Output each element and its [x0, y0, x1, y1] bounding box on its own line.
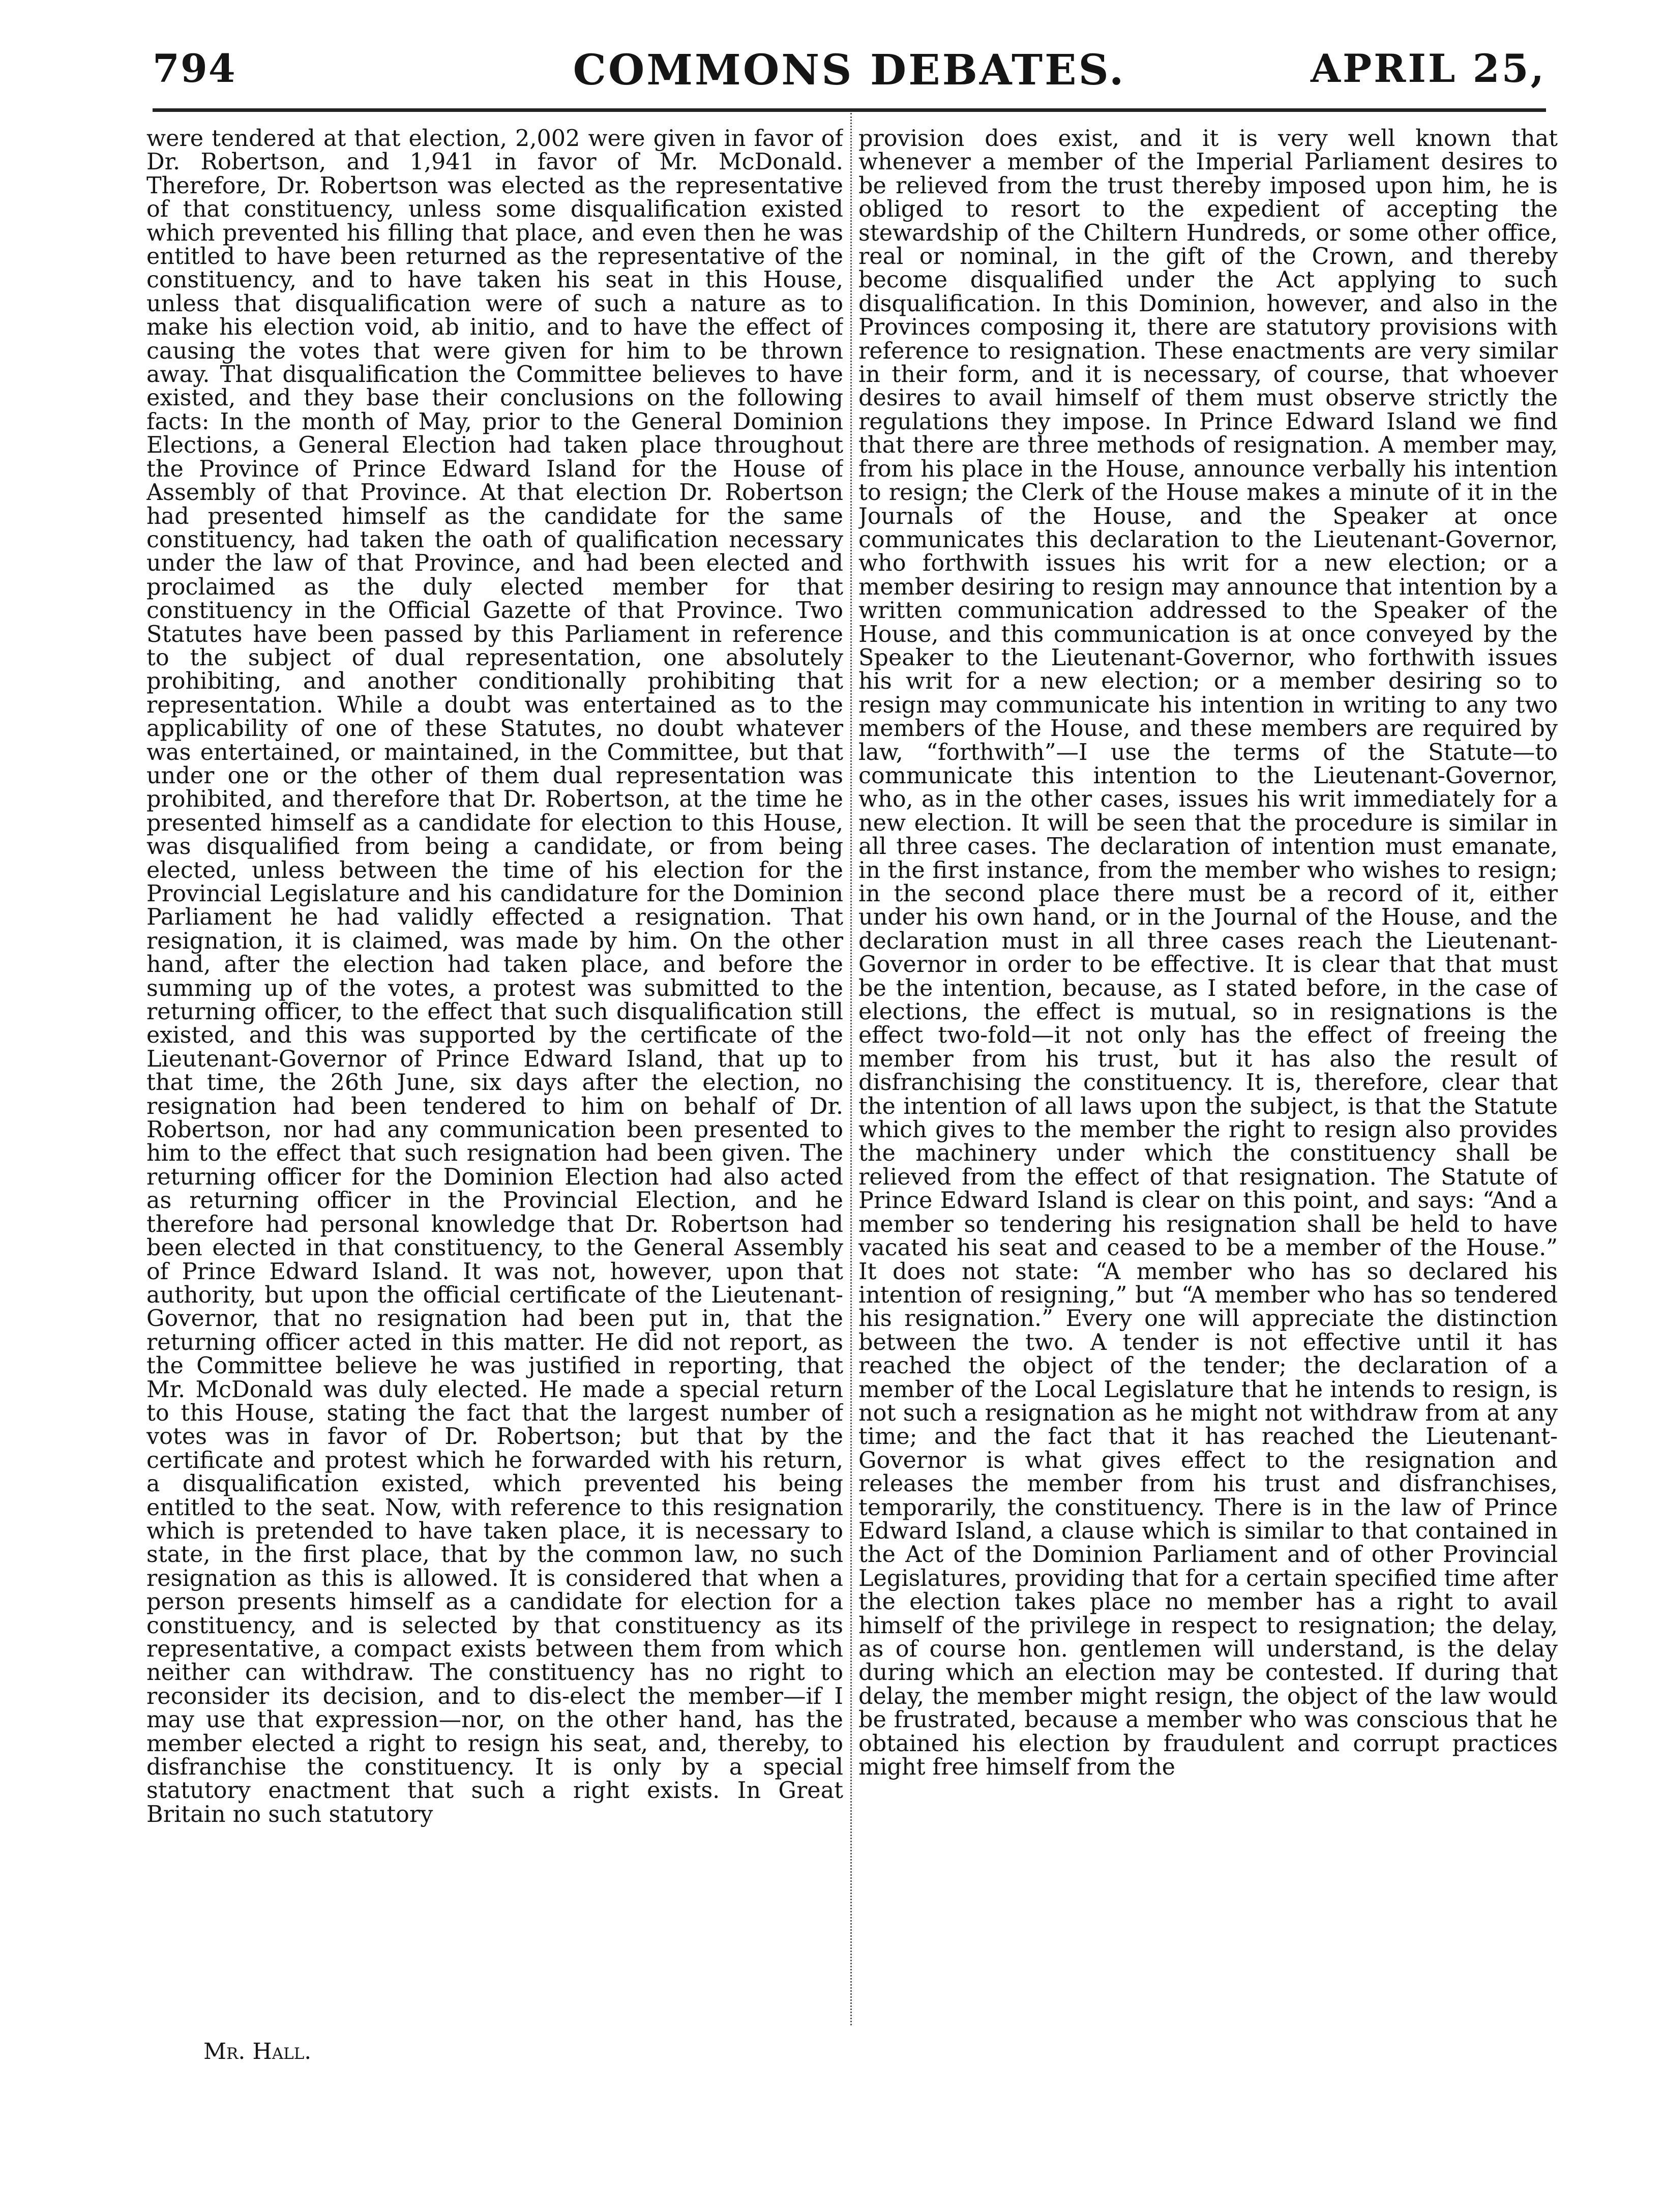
header-date: APRIL 25, [1311, 46, 1546, 91]
page-title: COMMONS DEBATES. [573, 46, 1126, 95]
page-header [153, 46, 1546, 107]
column-divider [850, 113, 852, 2025]
page-number: 794 [153, 46, 236, 91]
left-column [146, 127, 843, 2040]
header-rule [153, 108, 1546, 112]
speaker-footer: Mr. Hall. [203, 2039, 312, 2064]
right-column [858, 127, 1558, 2040]
right-column-text: provision does exist, and it is very well known that whenever a member of the Imperial Parliament desires to be relieved from the trust thereby imposed upon him, he is obliged to resort to the expedient of accepting the stewardship of the Chiltern Hundreds, or some other office, real or nominal, in the gift of the Crown, and thereby become disqualified under the Act applying to such disqualification. In this Dominion, however, and also in the Provinces composing it, there are statutory provisions with reference to resignation. These enactments are very similar in their form, and it is necessary, of course, that whoever desires to avail himself of them must observe strictly the regulations they impose. In Prince Edward Island we find that there are three methods of resignation. A member may, from his place in the House, announce verbally his intention to resign; the Clerk of the House makes a minute of it in the Journals of the House, and the Speaker at once communicates this declaration to the Lieutenant-Governor, who forthwith issues his writ for a new election; or a member desiring to resign may announce that intention by a written communication addressed to the Speaker of the House, and this communication is at once conveyed by the Speaker to the Lieutenant-Governor, who forthwith issues his writ for a new election; or a member desiring so to resign may communicate his intention in writing to any two members of the House, and these members are required by law, “forthwith”—I use the terms of the Statute—to communicate this intention to the Lieutenant-Governor, who, as in the other cases, issues his writ immediately for a new election. It will be seen that the procedure is similar in all three cases. The declaration of intention must emanate, in the first instance, from the member who wishes to resign; in the second place there must be a record of it, either under his own hand, or in the Journal of the House, and the declaration must in all three cases reach the Lieutenant-Governor in order to be effective. It is clear that that must be the intention, because, as I stated before, in the case of elections, the effect is mutual, so in resignations is the effect two-fold—it not only has the effect of freeing the member from his trust, but it has also the result of disfranchising the constituency. It is, therefore, clear that the intention of all laws upon the subject, is that the Statute which gives to the member the right to resign also provides the machinery under which the constituency shall be relieved from the effect of that resignation. The Statute of Prince Edward Island is clear on this point, and says: “And a member so tendering his resignation shall be held to have vacated his seat and ceased to be a member of the House.” It does not state: “A member who has so declared his intention of resigning,” but “A member who has so tendered his resignation.” Every one will appreciate the distinction between the two. A tender is not effective until it has reached the object of the tender; the declaration of a member of the Local Legislature that he intends to resign, is not such a resignation as he might not withdraw from at any time; and the fact that it has reached the Lieutenant-Governor is what gives effect to the resignation and releases the member from his trust and disfranchises, temporarily, the constituency. There is in the law of Prince Edward Island, a clause which is similar to that contained in the Act of the Dominion Parliament and of other Provincial Legislatures, providing that for a certain specified time after the election takes place no member has a right to avail himself of the privilege in respect to resignation; the delay, as of course hon. gentlemen will understand, is the delay during which an election may be contested. If during that delay, the member might resign, the object of the law would be frustrated, because a member who was conscious that he obtained his election by fraudulent and corrupt practices might free himself from the [858, 127, 1558, 1781]
left-column-text: were tendered at that election, 2,002 were given in favor of Dr. Robertson, and 1,941 in favor of Mr. McDonald. Therefore, Dr. Robertson was elected as the representative of that constituency, unless some disqualification existed which prevented his filling that place, and even then he was entitled to have been returned as the representative of the constituency, and to have taken his seat in this House, unless that disqualification were of such a nature as to make his election void, ab initio, and to have the effect of causing the votes that were given for him to be thrown away. That disqualification the Committee believes to have existed, and they base their conclusions on the following facts: In the month of May, prior to the General Dominion Elections, a General Election had taken place throughout the Province of Prince Edward Island for the House of Assembly of that Province. At that election Dr. Robertson had presented himself as the candidate for the same constituency, had taken the oath of qualification necessary under the law of that Province, and had been elected and proclaimed as the duly elected member for that constituency in the Official Gazette of that Province. Two Statutes have been passed by this Parliament in reference to the subject of dual representation, one absolutely prohibiting, and another conditionally prohibiting that representation. While a doubt was entertained as to the applicability of one of these Statutes, no doubt whatever was entertained, or maintained, in the Committee, but that under one or the other of them dual representation was prohibited, and therefore that Dr. Robertson, at the time he presented himself as a candidate for election to this House, was disqualified from being a candidate, or from being elected, unless between the time of his election for the Provincial Legislature and his candidature for the Dominion Parliament he had validly effected a resignation. That resignation, it is claimed, was made by him. On the other hand, after the election had taken place, and before the summing up of the votes, a protest was submitted to the returning officer, to the effect that such disqualification still existed, and this was supported by the certificate of the Lieutenant-Governor of Prince Edward Island, that up to that time, the 26th June, six days after the election, no resignation had been tendered to him on behalf of Dr. Robertson, nor had any communication been presented to him to the effect that such resignation had been given. The returning officer for the Dominion Election had also acted as returning officer in the Provincial Election, and he therefore had personal knowledge that Dr. Robertson had been elected in that constituency, to the General Assembly of Prince Edward Island. It was not, however, upon that authority, but upon the official certificate of the Lieutenant-Governor, that no resignation had been put in, that the returning officer acted in this matter. He did not report, as the Committee believe he was justified in reporting, that Mr. McDonald was duly elected. He made a special return to this House, stating the fact that the largest number of votes was in favor of Dr. Robertson; but that by the certificate and protest which he forwarded with his return, a disqualification existed, which prevented his being entitled to the seat. Now, with reference to this resignation which is pretended to have taken place, it is necessary to state, in the first place, that by the common law, no such resignation as this is allowed. It is considered that when a person presents himself as a candidate for election for a constituency, and is selected by that constituency as its representative, a compact exists between them from which neither can withdraw. The constituency has no right to reconsider its decision, and to dis-elect the member—if I may use that expression—nor, on the other hand, has the member elected a right to resign his seat, and, thereby, to disfranchise the constituency. It is only by a special statutory enactment that such a right exists. In Great Britain no such statutory [146, 127, 843, 1827]
